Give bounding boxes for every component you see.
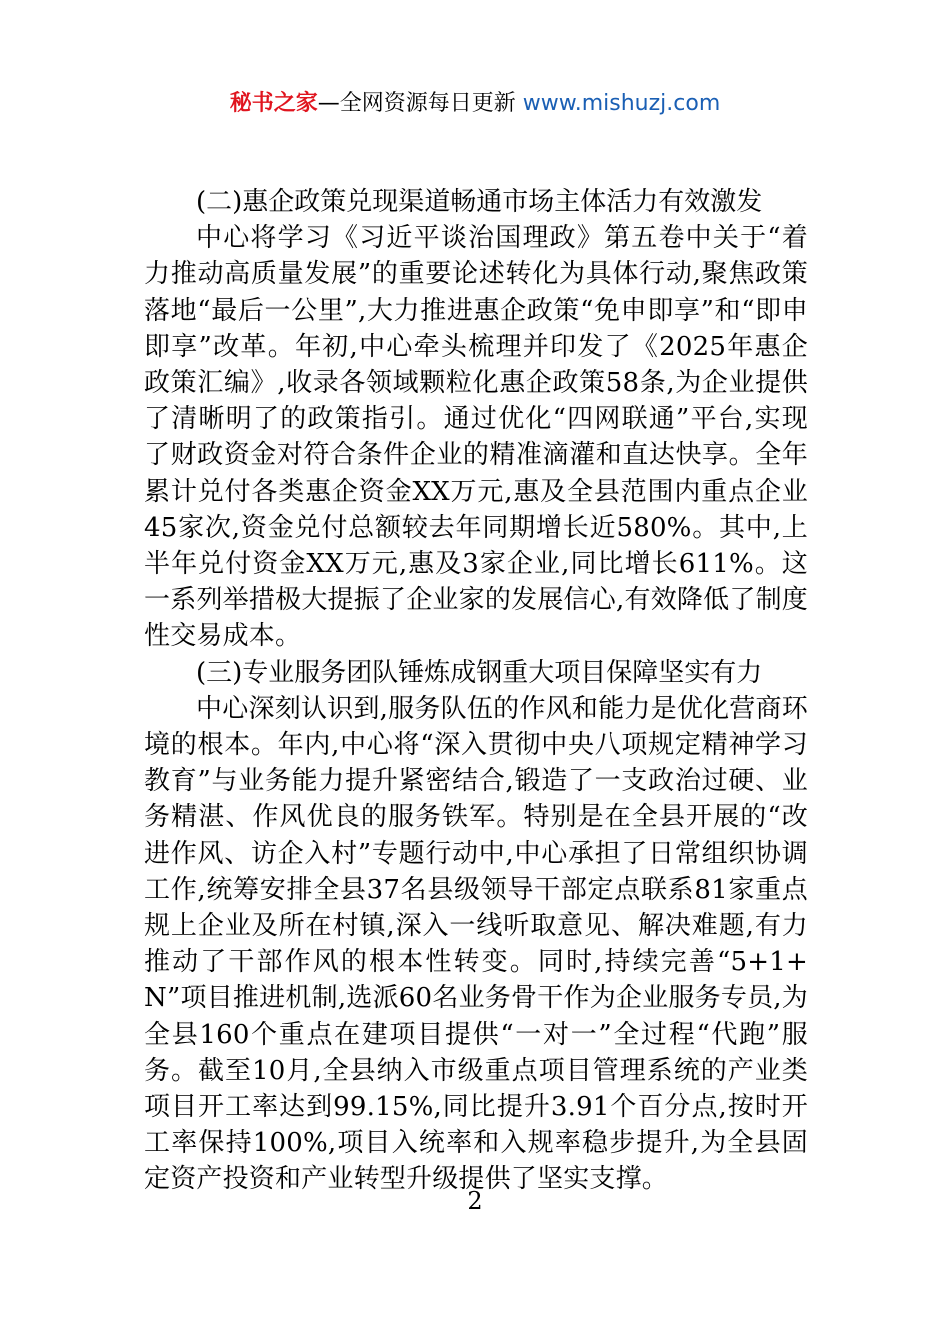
header-tagline: —全网资源每日更新: [317, 91, 523, 116]
section-heading: (二)惠企政策兑现渠道畅通市场主体活力有效激发: [196, 187, 763, 217]
document-body: [144, 184, 808, 1198]
page-number: 2: [467, 1187, 483, 1215]
site-url-link[interactable]: www.mishuzj.com: [522, 91, 721, 116]
site-header: [0, 88, 950, 120]
section-paragraph: 中心深刻认识到,服务队伍的作风和能力是优化营商环境的根本。年内,中心将“深入贯彻中央八项规定精神学习教育”与业务能力提升紧密结合,锻造了一支政治过硬、业务精湛、作风优良的服务铁军。特别是在全县开展的“改进作风、访企入村”专题行动中,中心承担了日常组织协调工作,统筹安排全县37名县级领导干部定点联系81家重点规上企业及所在村镇,深入一线听取意见、解决难题,有力推动了干部作风的根本性转变。同时,持续完善“5+1+N”项目推进机制,选派60名业务骨干作为企业服务专员,为全县160个重点在建项目提供“一对一”全过程“代跑”服务。截至10月,全县纳入市级重点项目管理系统的产业类项目开工率达到99.15%,同比提升3.91个百分点,按时开工率保持100%,项目入统率和入规率稳步提升,为全县固定资产投资和产业转型升级提供了坚实支撑。: [144, 693, 808, 1195]
section-paragraph: 中心将学习《习近平谈治国理政》第五卷中关于“着力推动高质量发展”的重要论述转化为具体行动,聚焦政策落地“最后一公里”,大力推进惠企政策“免申即享”和“即申即享”改革。年初,中心牵头梳理并印发了《2025年惠企政策汇编》,收录各领域颗粒化惠企政策58条,为企业提供了清晰明了的政策指引。通过优化“四网联通”平台,实现了财政资金对符合条件企业的精准滴灌和直达快享。全年累计兑付各类惠企资金XX万元,惠及全县范围内重点企业45家次,资金兑付总额较去年同期增长近580%。其中,上半年兑付资金XX万元,惠及3家企业,同比增长611%。这一系列举措极大提振了企业家的发展信心,有效降低了制度性交易成本。: [144, 223, 808, 652]
brand-name: 秘书之家: [229, 91, 318, 116]
section-heading: (三)专业服务团队锤炼成钢重大项目保障坚实有力: [196, 657, 763, 688]
